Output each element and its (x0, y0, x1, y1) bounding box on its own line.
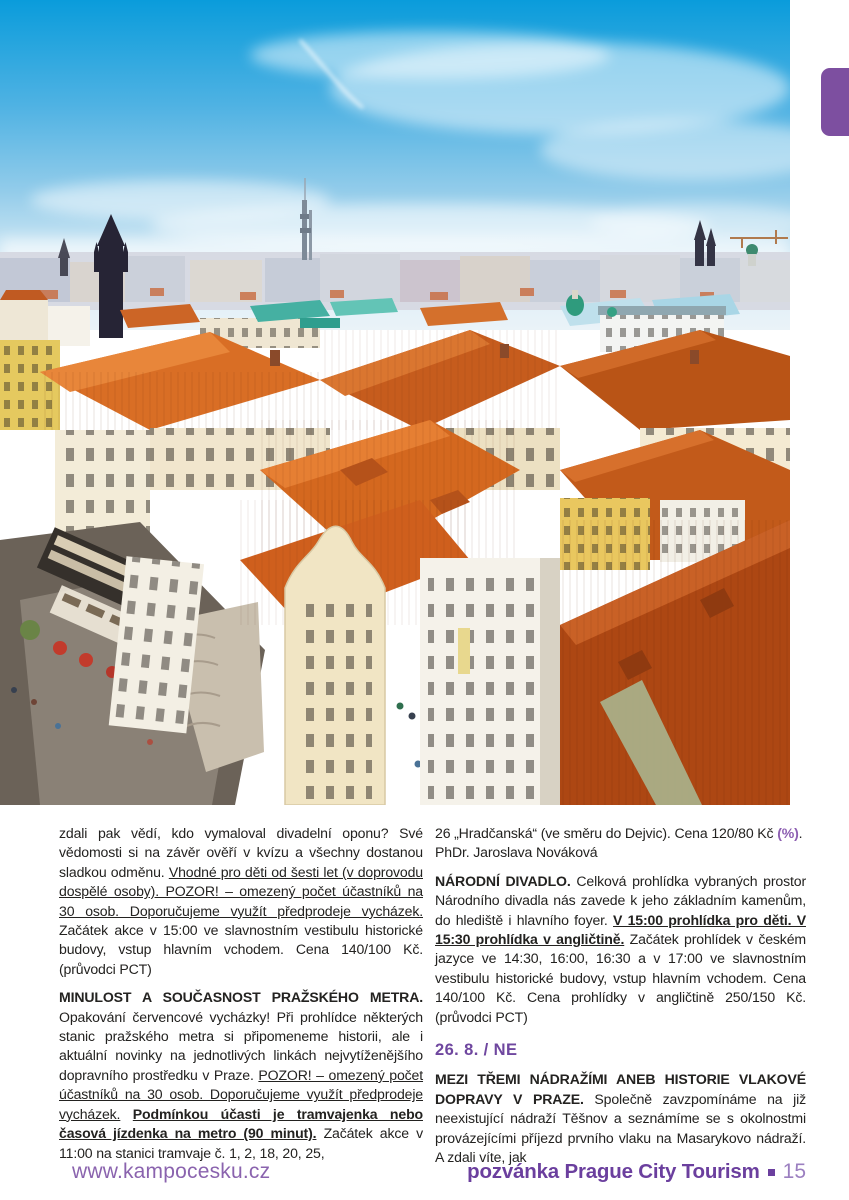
footer-folio (467, 1160, 806, 1184)
paragraph-hradcanska: 26 „Hradčanská“ (ve směru do Dejvic). Cena 120/80 Kč (%). (435, 825, 803, 841)
paragraph-nadrazi: MEZI TŘEMI NÁDRAŽÍMI ANEB HISTORIE VLAKOVÉ DOPRAVY V PRAZE. Společně zavzpomínáme na již neexistující nádraží Těšnov a seznámíme se s okolnostmi provázejícími příjezd prvního vlaku na Masarykovo nádraží. A zdali víte, jak (435, 1071, 806, 1166)
paragraph-guide-name: PhDr. Jaroslava Nováková (435, 844, 598, 861)
column-left (59, 824, 423, 1172)
paragraph-continuation: zdali pak vědí, kdo vymaloval divadelní oponu? Své vědomosti si na závěr ověří v kvízu a všechny dostanou sladkou odměnu. Vhodné pro děti od šesti let (v doprovodu dospělé osoby). POZOR! – omezený počet účastníků na 30 osob. Doporučujeme využít předprodeje vycházek. Začátek akce v 15:00 ve slavnostním vestibulu historické budovy, vstup hlavním vchodem. Cena 140/100 Kč. (průvodci PCT) (59, 825, 423, 977)
paragraph-metro: MINULOST A SOUČASNOST PRAŽSKÉHO METRA. Opakování červencové vycházky! Při prohlídce některých stanic pražského metra si připomeneme historii, ale i aktuální novinky na jednotlivých linkách nejvytíženějšího dopravního prostředku v Praze. POZOR! – omezený počet účastníků na 30 osob. Doporučujeme využít předprodeje vycházek. Podmínkou účasti je tramvajenka nebo časová jízdenka na metro (90 minut). Začátek akce v 11:00 na stanici tramvaje č. 1, 2, 18, 20, 25, (59, 989, 424, 1161)
website-link[interactable]: www.kampocesku.cz (72, 1160, 271, 1183)
paragraph-narodni-divadlo: NÁRODNÍ DIVADLO. Celková prohlídka vybraných prostor Národního divadla nás zavede k jeho základním kamenům, do hlediště i hlavního foyer. V 15:00 prohlídka pro děti. V 15:30 prohlídka v angličtině. Začátek prohlídek v českém jazyce ve 14:30, 16:00, 16:30 a v 17:00 ve slavnostním vestibulu historické budovy, vstup hlavním vchodem. Cena 140/100 Kč. Cena prohlídky v angličtině 250/150 Kč. (průvodci PCT) (435, 872, 806, 1025)
date-heading: 26. 8. / NE (435, 1041, 518, 1060)
page-footer (59, 1160, 806, 1184)
column-right (435, 824, 806, 1177)
page-number: 15 (782, 1160, 806, 1183)
chapter-index-tab (821, 68, 849, 136)
square-bullet-icon (768, 1169, 775, 1176)
footer-section-label: pozvánka Prague City Tourism (467, 1160, 760, 1183)
